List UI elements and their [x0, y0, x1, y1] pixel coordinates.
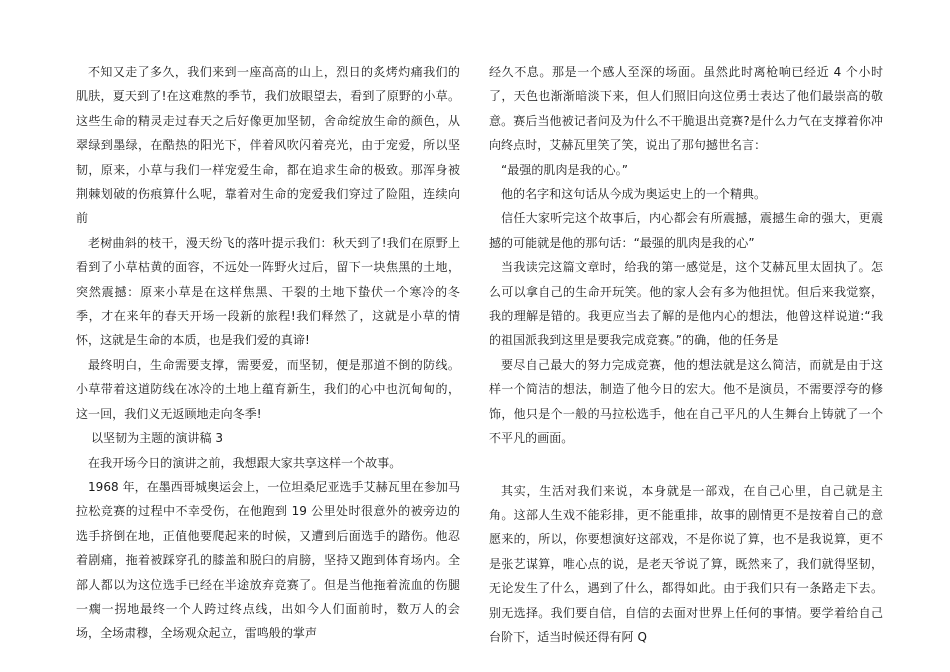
quote-line: “最强的肌肉是我的心。”	[501, 162, 629, 177]
right-column	[489, 60, 883, 649]
paragraph-reflection: 当我读完这篇文章时，给我的第一感觉是，这个艾赫瓦里太固执了。怎么可以拿自己的生命开玩笑。他的家人会有多为他担忧。但后来我觉察，我的理解是错的。我更应当去了解的是他内心的想法，他曾这样说道:“我的祖国派我到这里是要我完成竞赛。”的确，他的任务是	[489, 260, 883, 348]
paragraph-intro: 在我开场今日的演讲之前，我想跟大家共享这样一个故事。	[88, 455, 402, 470]
paragraph-winter: 最终明白，生命需要支撑，需要爱，而坚韧，便是那道不倒的防线。小草带着这道防线在冰冷的土地上蕴育新生，我们的心中也沉甸甸的，这一回，我们义无返顾地走向冬季!	[76, 357, 460, 421]
paragraph-story: 1968 年，在墨西哥城奥运会上，一位坦桑尼亚选手艾赫瓦里在参加马拉松竞赛的过程中不幸受伤，在他跑到 19 公里处时很意外的被旁边的选手挤倒在地，正值他要爬起来的时候，又遭到后面选手的踏伤。他忍着剧痛，拖着被踩穿孔的膝盖和脱臼的肩膀，坚持又跑到体育场内。全部人都以为这位选手已经在半途放弃竞赛了。但是当他拖着流血的伤腿一瘸一拐地最终一个人跨过终点线，出如今人们面前时，数万人的会场，全场肃穆，全场观众起立，雷鸣般的掌声	[76, 479, 461, 641]
paragraph-life: 其实，生活对我们来说，本身就是一部戏，在自己心里，自己就是主角。这部人生戏不能彩排，更不能重排，故事的剧情更不是按着自己的意愿来的，所以，你要想演好这部戏，不是你说了算，也不是我说算，更不是张艺谋算，唯心点的说，是老天爷说了算，既然来了，我们就得坚韧，无论发生了什么，遇到了什么，都得如此。由于我们只有一条路走下去。别无选择。我们要自信，自信的去面对世界上任何的事情。要学着给自己台阶下，适当时候还得有阿 Q	[489, 483, 883, 644]
paragraph-summer: 不知又走了多久，我们来到一座高高的山上，烈日的炙烤灼痛我们的肌肤，夏天到了!在这难熬的季节，我们放眼望去，看到了原野的小草。这些生命的精灵走过春天之后好像更加坚韧，舍命绽放生命的颜色，从翠绿到墨绿，在酷热的阳光下，伴着风吹闪着亮光，由于宠爱，所以坚韧，原来，小草与我们一样宠爱生命，都在追求生命的极致。那浑身被荆棘划破的伤痕算什么呢，靠着对生命的宠爱我们穿过了险阻，连续向前	[76, 65, 460, 226]
paragraph-spacer	[489, 451, 883, 479]
paragraph-task: 要尽自己最大的努力完成竞赛，他的想法就是这么简洁，而就是由于这样一个简洁的想法，制造了他今日的宏大。他不是演员，不需要浮夸的修饰，他只是个一般的马拉松选手，他在自己平凡的人生舞台上铸就了一个不平凡的画面。	[489, 357, 883, 446]
paragraph-autumn: 老树曲斜的枝干，漫天纷飞的落叶提示我们：秋天到了!我们在原野上看到了小草枯黄的面容，不远处一阵野火过后，留下一块焦黑的土地，突然震撼：原来小草是在这样焦黑、干裂的土地下蛰伏一个寒冷的冬季，才在来年的春天开场一段新的旅程!我们释然了，这就是小草的情怀，这就是生命的本质，也是我们爱的真谛!	[76, 235, 460, 348]
paragraph-classic: 他的名字和这句话从今成为奥运史上的一个精典。	[501, 187, 767, 202]
paragraph-story-continued: 经久不息。那是一个感人至深的场面。虽然此时离枪响已经近 4 个小时了，天色也渐渐暗淡下来，但人们照旧向这位勇士表达了他们最崇高的敬意。赛后当他被记者问及为什么不干脆退出竞赛?是什么力气在支撑着你冲向终点时，艾赫瓦里笑了笑，说出了那句撼世名言：	[489, 65, 883, 153]
section-heading: 以坚韧为主题的演讲稿 3	[91, 431, 224, 446]
paragraph-shock: 信任大家听完这个故事后，内心都会有所震撼，震撼生命的强大，更震撼的可能就是他的那句话：“最强的肌肉是我的心”	[489, 211, 883, 250]
left-column	[76, 60, 460, 646]
